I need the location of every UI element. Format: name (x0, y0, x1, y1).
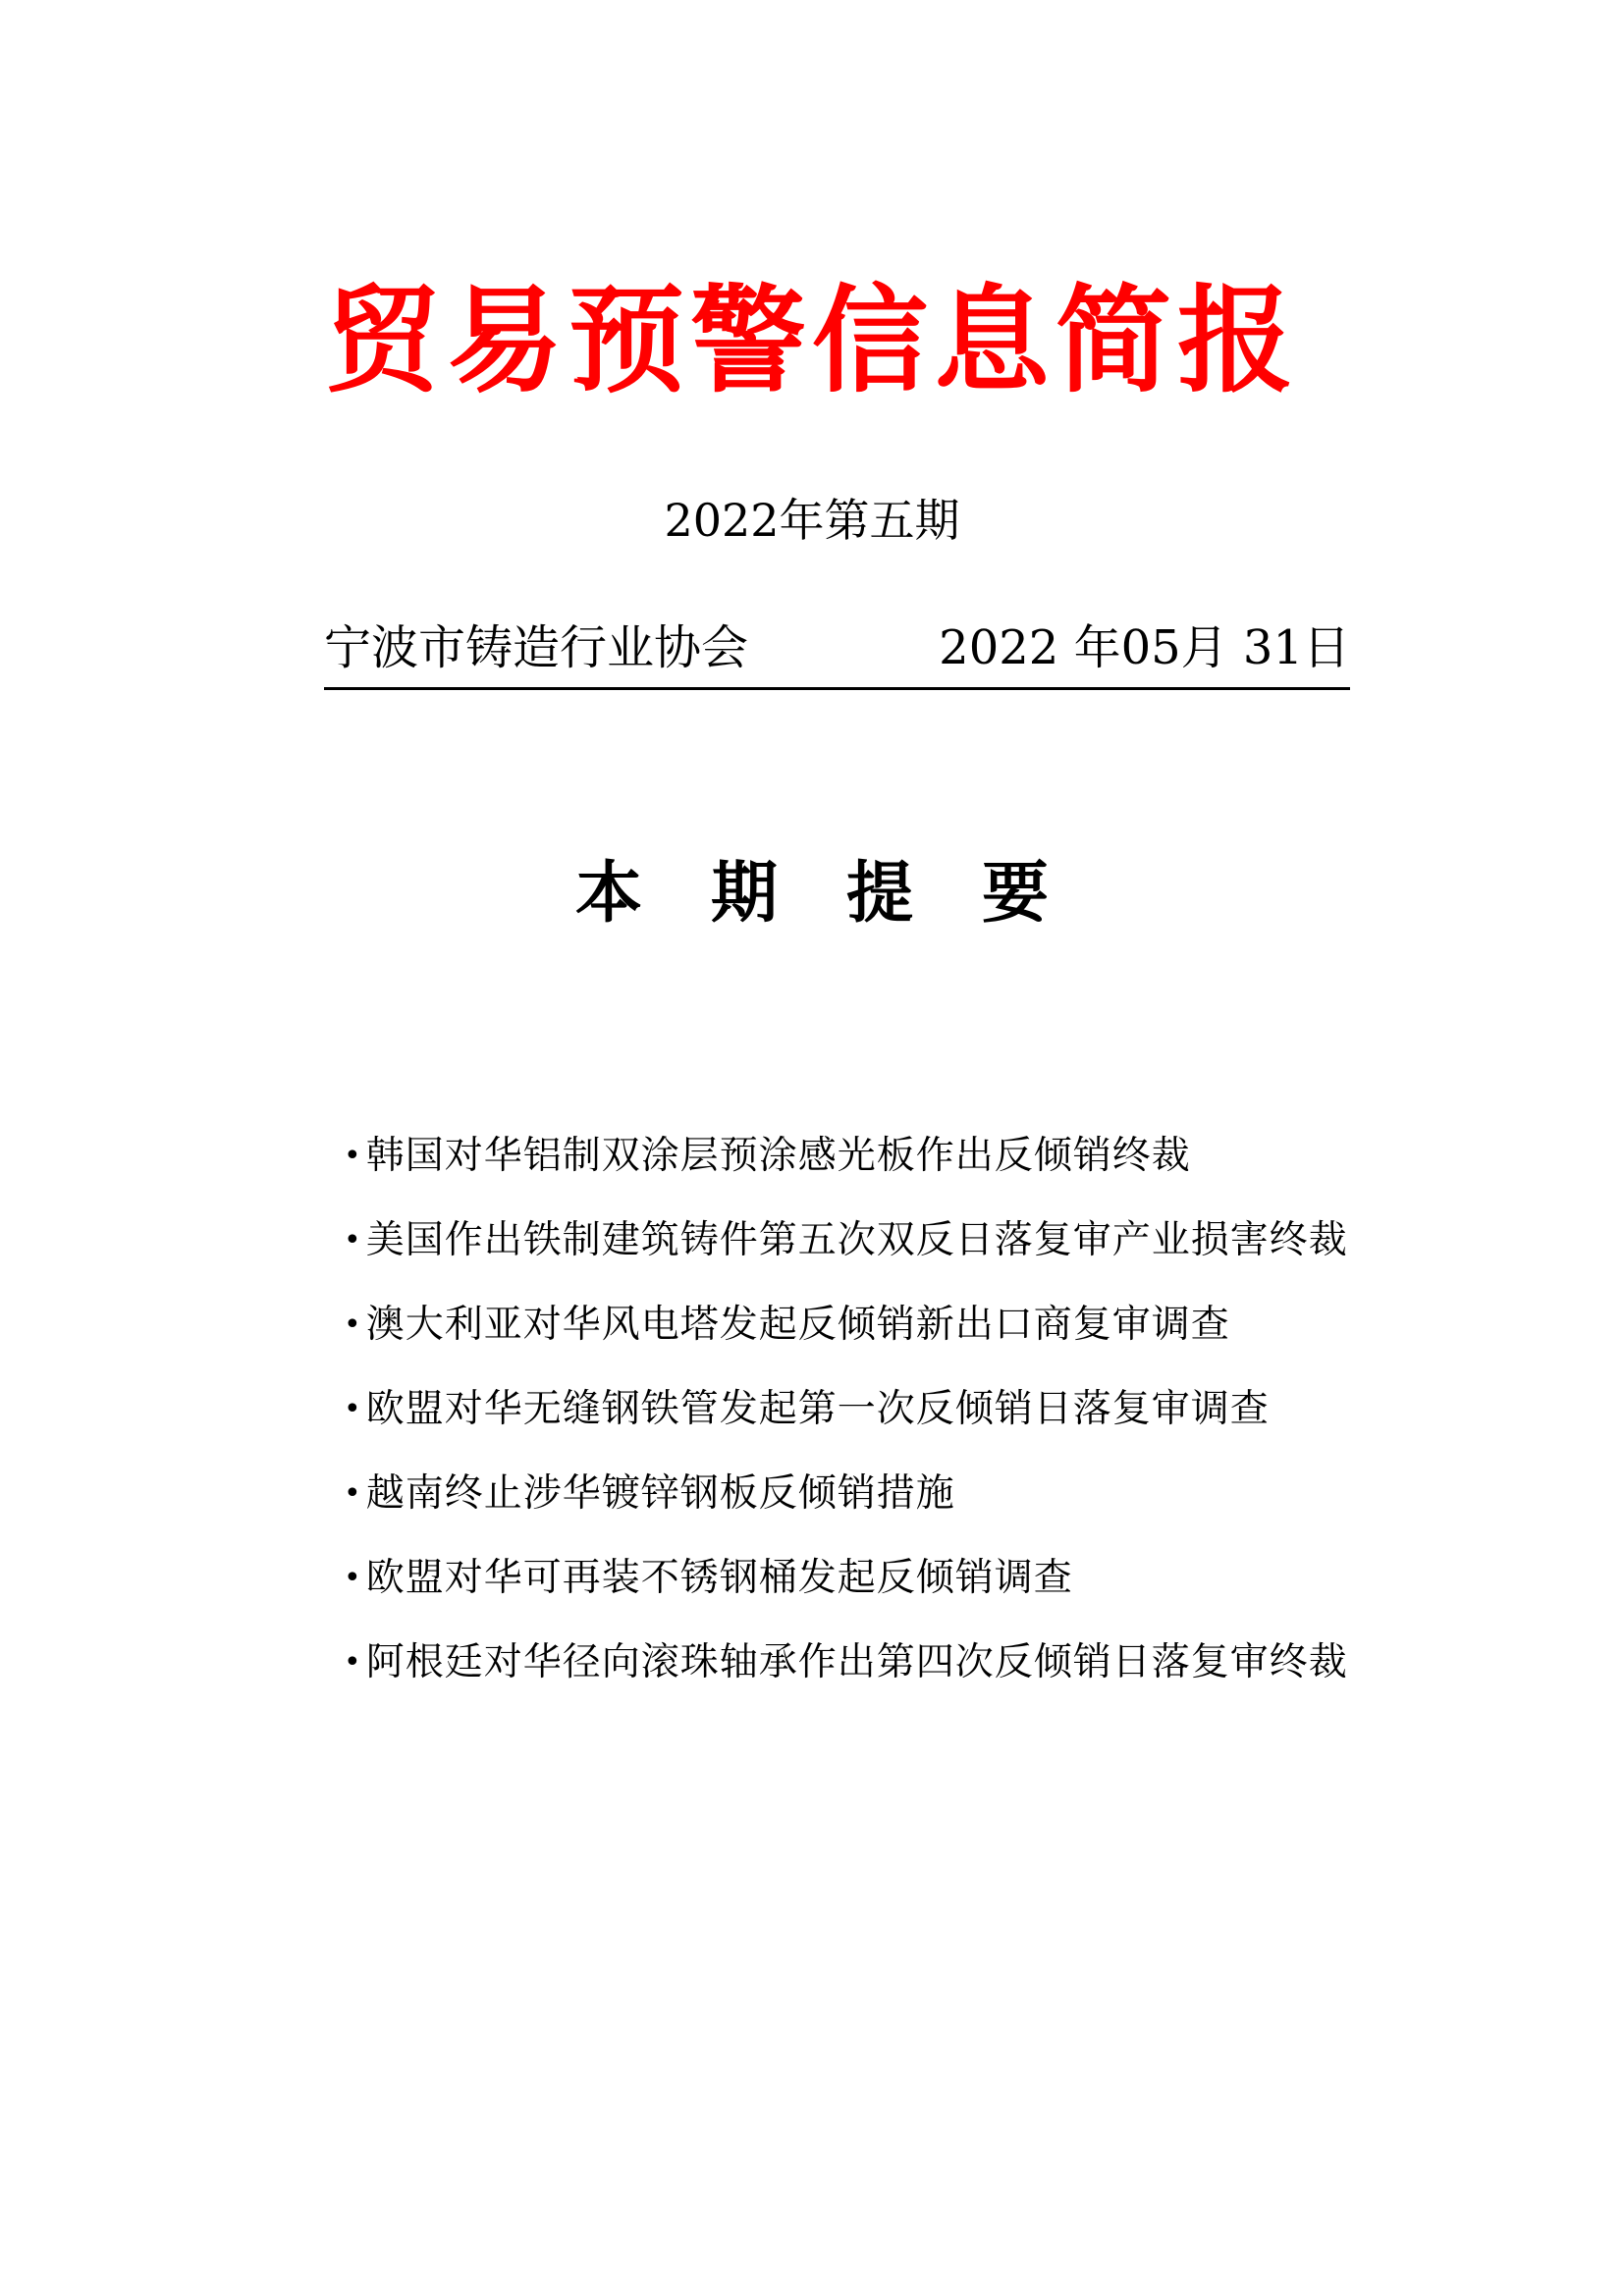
bullet-icon: • (344, 1392, 362, 1426)
summary-item (344, 1367, 1424, 1452)
summary-item-text: 阿根廷对华径向滚珠轴承作出第四次反倾销日落复审终裁 (365, 1640, 1348, 1684)
bullet-icon: • (344, 1308, 362, 1342)
summary-item-text: 欧盟对华可再装不锈钢桶发起反倾销调查 (365, 1556, 1073, 1600)
bullet-icon: • (344, 1139, 362, 1173)
summary-item (344, 1621, 1424, 1705)
issue-number: 2022年第五期 (664, 494, 960, 547)
bullet-icon: • (344, 1223, 362, 1257)
publisher-line (324, 609, 1350, 690)
publish-date: 2022 年05月 31日 (939, 620, 1350, 675)
summary-item-text: 美国作出铁制建筑铸件第五次双反日落复审产业损害终裁 (365, 1218, 1348, 1262)
bulletin-title: 贸易预警信息简报 (324, 272, 1299, 408)
summary-item (344, 1199, 1424, 1283)
summary-list (344, 1114, 1424, 1705)
summary-heading: 本期提要 (574, 854, 1117, 933)
summary-item (344, 1452, 1424, 1536)
summary-item-text: 越南终止涉华镀锌钢板反倾销措施 (365, 1471, 955, 1516)
summary-item (344, 1283, 1424, 1367)
summary-item-text: 韩国对华铝制双涂层预涂感光板作出反倾销终裁 (365, 1134, 1191, 1178)
bullet-icon: • (344, 1645, 362, 1680)
summary-item (344, 1536, 1424, 1621)
summary-item-text: 澳大利亚对华风电塔发起反倾销新出口商复审调查 (365, 1303, 1230, 1347)
summary-item-text: 欧盟对华无缝钢铁管发起第一次反倾销日落复审调查 (365, 1387, 1270, 1431)
bullet-icon: • (344, 1476, 362, 1511)
publisher-name: 宁波市铸造行业协会 (324, 620, 749, 675)
bullet-icon: • (344, 1561, 362, 1595)
summary-item (344, 1114, 1424, 1199)
